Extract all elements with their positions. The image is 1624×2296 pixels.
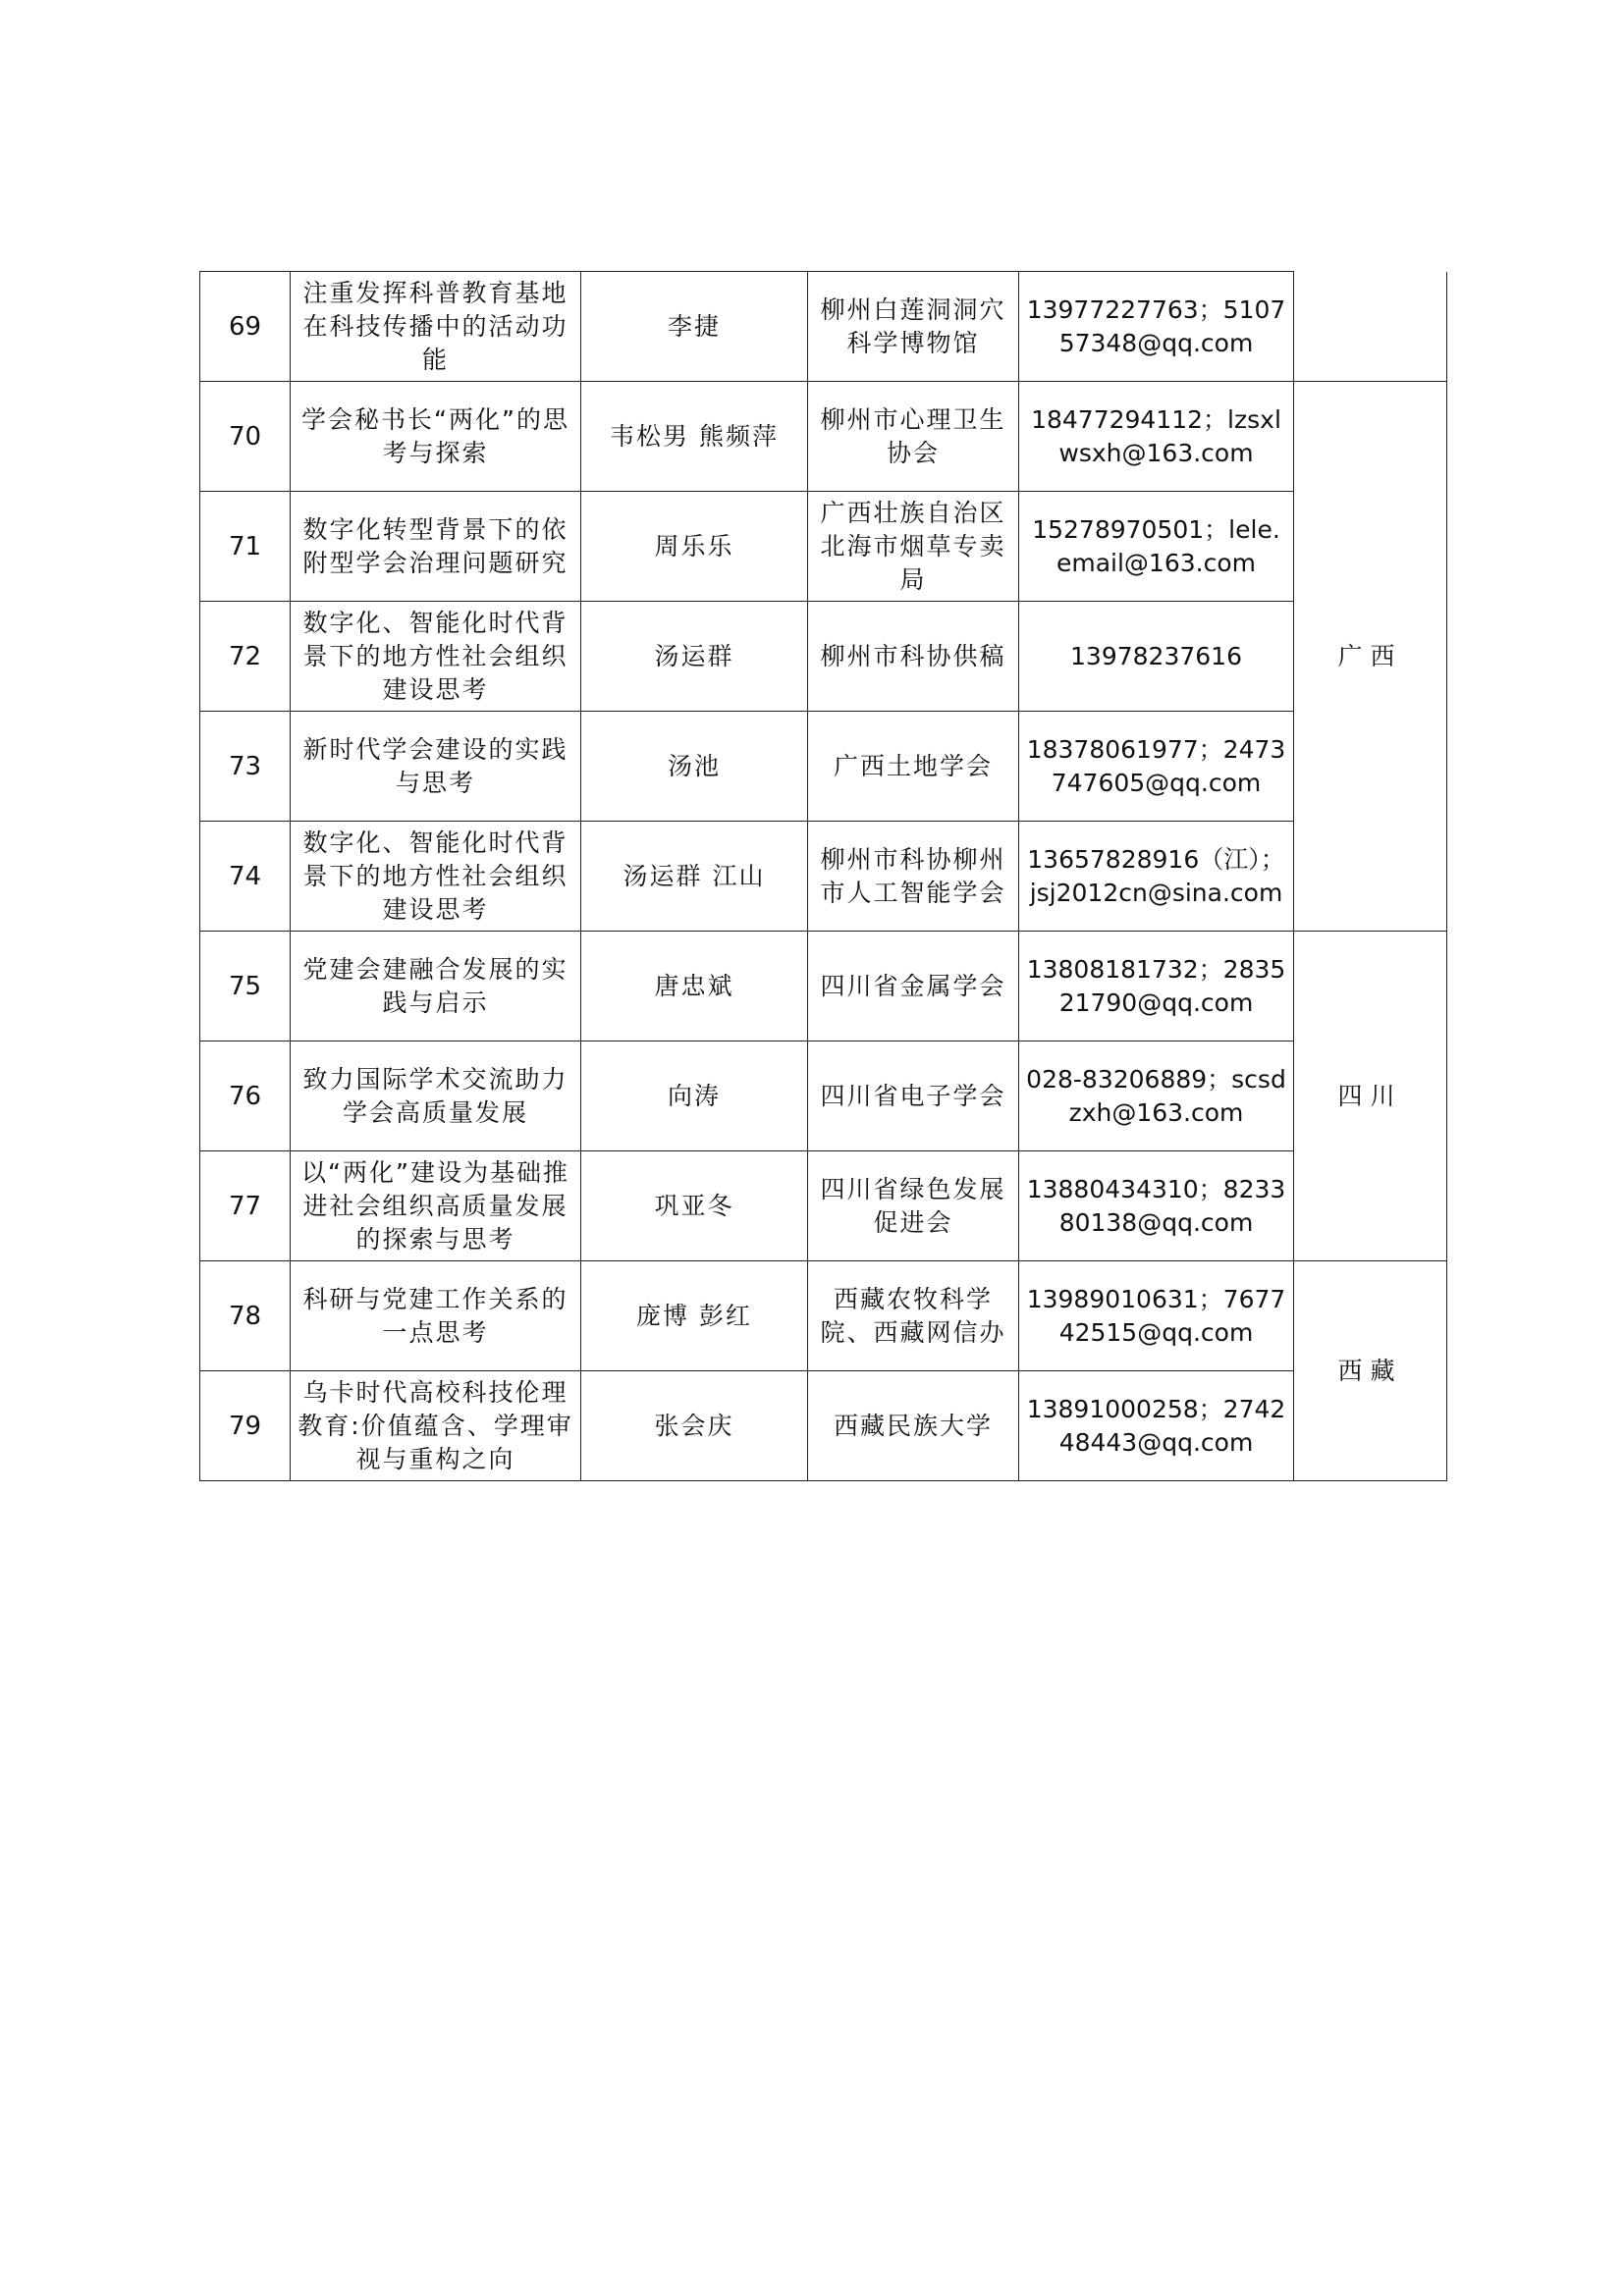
author-name: 韦松男 熊频萍	[581, 382, 808, 492]
table-row	[200, 822, 1447, 932]
author-name: 庞博 彭红	[581, 1261, 808, 1371]
organization: 西藏民族大学	[808, 1371, 1019, 1481]
row-number: 79	[200, 1371, 291, 1481]
author-name: 汤运群 江山	[581, 822, 808, 932]
contact-info: 18378061977；2473747605@qq.com	[1019, 712, 1294, 822]
contact-info: 18477294112；lzsxlwsxh@163.com	[1019, 382, 1294, 492]
author-name: 汤运群	[581, 602, 808, 712]
author-name: 李捷	[581, 272, 808, 382]
paper-title: 注重发挥科普教育基地在科技传播中的活动功能	[291, 272, 581, 382]
table-row	[200, 712, 1447, 822]
author-name: 唐忠斌	[581, 932, 808, 1041]
paper-title: 新时代学会建设的实践与思考	[291, 712, 581, 822]
organization: 广西壮族自治区北海市烟草专卖局	[808, 492, 1019, 602]
organization: 柳州市科协柳州市人工智能学会	[808, 822, 1019, 932]
organization: 西藏农牧科学院、西藏网信办	[808, 1261, 1019, 1371]
contact-info: 028-83206889；scsdzxh@163.com	[1019, 1041, 1294, 1151]
region-xizang: 西藏	[1294, 1261, 1447, 1481]
row-number: 78	[200, 1261, 291, 1371]
region-sichuan: 四川	[1294, 932, 1447, 1261]
row-number: 69	[200, 272, 291, 382]
table-row	[200, 1041, 1447, 1151]
author-name: 周乐乐	[581, 492, 808, 602]
table-row	[200, 602, 1447, 712]
author-name: 张会庆	[581, 1371, 808, 1481]
author-name: 汤池	[581, 712, 808, 822]
row-number: 70	[200, 382, 291, 492]
paper-title: 学会秘书长“两化”的思考与探索	[291, 382, 581, 492]
contact-info: 13657828916（江）；jsj2012cn@sina.com	[1019, 822, 1294, 932]
row-number: 75	[200, 932, 291, 1041]
table-row	[200, 1261, 1447, 1371]
organization: 四川省绿色发展促进会	[808, 1151, 1019, 1261]
organization: 柳州市科协供稿	[808, 602, 1019, 712]
table-row	[200, 932, 1447, 1041]
region-guangxi: 广西	[1294, 382, 1447, 932]
contact-info: 13891000258；274248443@qq.com	[1019, 1371, 1294, 1481]
row-number: 72	[200, 602, 291, 712]
paper-title: 数字化、智能化时代背景下的地方性社会组织建设思考	[291, 602, 581, 712]
table-row	[200, 382, 1447, 492]
contact-info: 13880434310；823380138@qq.com	[1019, 1151, 1294, 1261]
organization: 柳州市心理卫生协会	[808, 382, 1019, 492]
row-number: 71	[200, 492, 291, 602]
paper-title: 数字化转型背景下的依附型学会治理问题研究	[291, 492, 581, 602]
contact-info: 15278970501；lele.email@163.com	[1019, 492, 1294, 602]
organization: 广西土地学会	[808, 712, 1019, 822]
table-row	[200, 492, 1447, 602]
table-row	[200, 1151, 1447, 1261]
organization: 四川省金属学会	[808, 932, 1019, 1041]
author-name: 巩亚冬	[581, 1151, 808, 1261]
row-number: 74	[200, 822, 291, 932]
region-cell-empty	[1294, 272, 1447, 382]
contact-info: 13989010631；767742515@qq.com	[1019, 1261, 1294, 1371]
row-number: 77	[200, 1151, 291, 1261]
paper-title: 致力国际学术交流助力学会高质量发展	[291, 1041, 581, 1151]
organization: 四川省电子学会	[808, 1041, 1019, 1151]
contact-info: 13977227763；510757348@qq.com	[1019, 272, 1294, 382]
row-number: 76	[200, 1041, 291, 1151]
table-row	[200, 272, 1447, 382]
paper-title: 科研与党建工作关系的一点思考	[291, 1261, 581, 1371]
contact-info: 13978237616	[1019, 602, 1294, 712]
paper-title: 数字化、智能化时代背景下的地方性社会组织建设思考	[291, 822, 581, 932]
author-name: 向涛	[581, 1041, 808, 1151]
row-number: 73	[200, 712, 291, 822]
organization: 柳州白莲洞洞穴科学博物馆	[808, 272, 1019, 382]
paper-title: 乌卡时代高校科技伦理教育:价值蕴含、学理审视与重构之向	[291, 1371, 581, 1481]
papers-table	[199, 271, 1447, 1481]
paper-title: 党建会建融合发展的实践与启示	[291, 932, 581, 1041]
table-row	[200, 1371, 1447, 1481]
contact-info: 13808181732；283521790@qq.com	[1019, 932, 1294, 1041]
paper-title: 以“两化”建设为基础推进社会组织高质量发展的探索与思考	[291, 1151, 581, 1261]
